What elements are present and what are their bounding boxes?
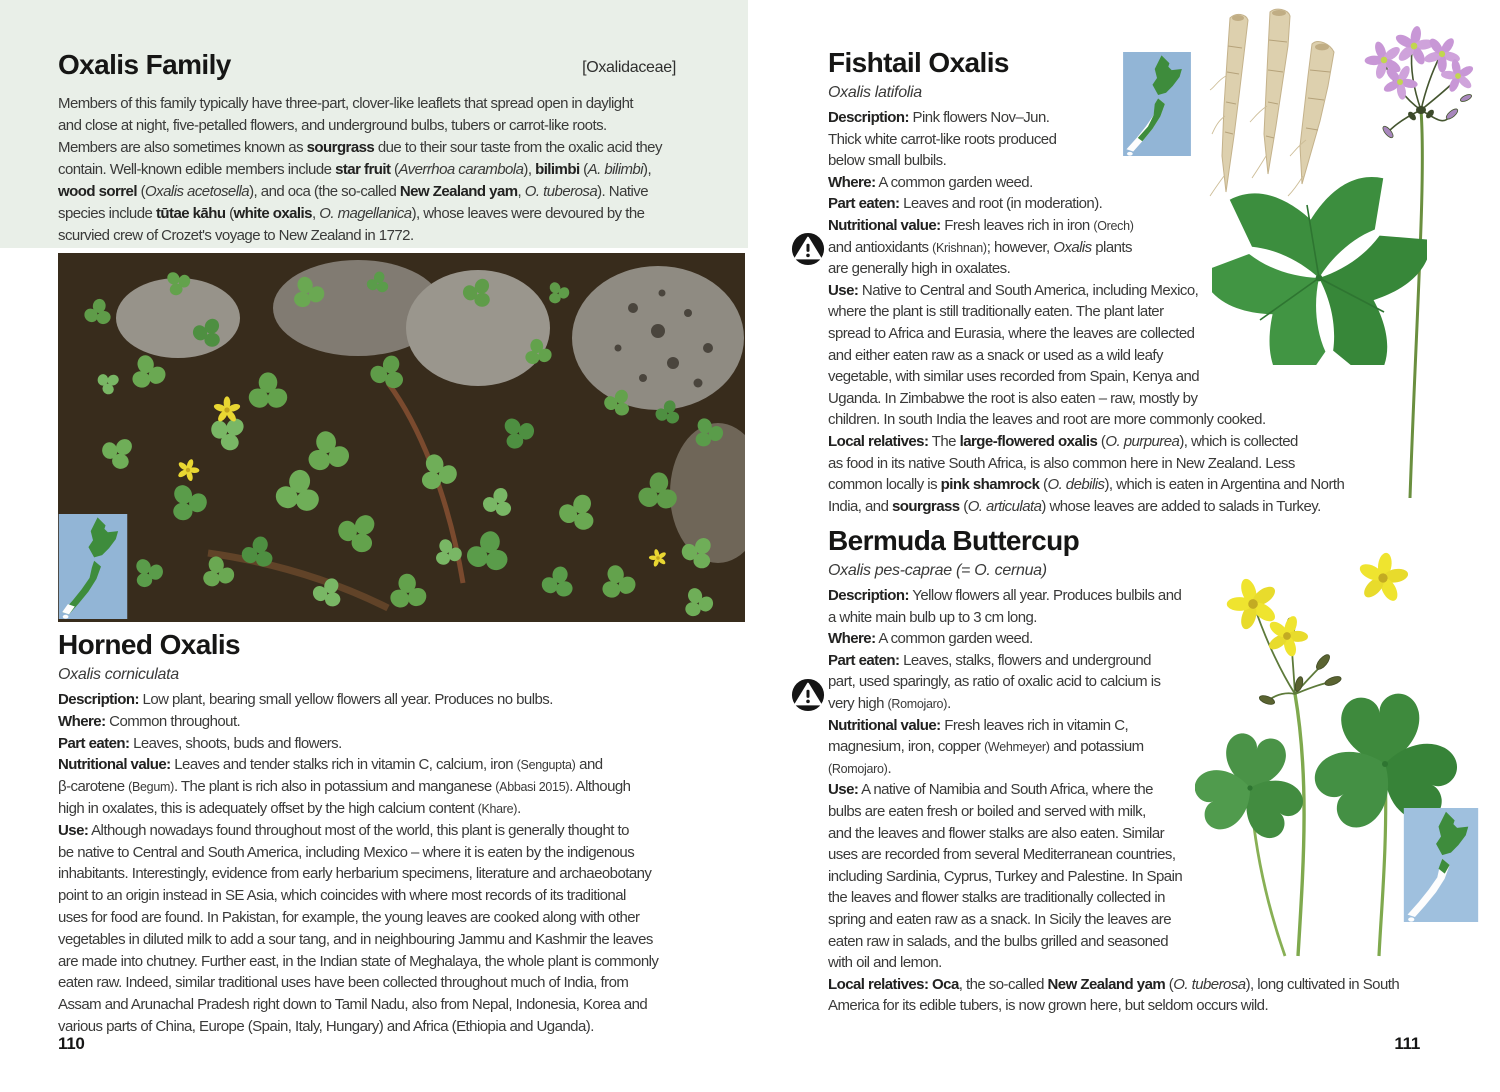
bermuda-title: Bermuda Buttercup xyxy=(828,525,1080,556)
bermuda-distribution-map xyxy=(1402,808,1480,922)
horned-latin-name: Oxalis corniculata xyxy=(58,666,179,683)
family-header xyxy=(58,50,676,80)
horned-oxalis-photo xyxy=(58,253,745,622)
page-number-left: 110 xyxy=(58,1034,85,1053)
horned-title: Horned Oxalis xyxy=(58,629,241,660)
family-intro-text: Members of this family typically have three-part, clover-like leaflets that spread open in daylight and close at night, five-petalled flowers, and underground bulbs, tubers or carrot-like roots. Members are also sometimes known as sourgrass due to their sour taste from the oxalic acid they contain. Well-known edible members include star fruit (Averrhoa carambola), bilimbi (A. bilimbi), wood sorrel (Oxalis acetosella), and oca (the so-called New Zealand yam, O. tuberosa). Native species include tūtae kāhu (white oxalis, O. magellanica), whose leaves were devoured by the scurvied crew of Crozet's voyage to New Zealand in 1772. xyxy=(58,95,662,244)
horned-body-text: Description: Low plant, bearing small yellow flowers all year. Produces no bulbs. Where: Common throughout. Part eaten: Leaves, shoots, buds and flowers. Nutritional value: Leaves and tender stalks rich in vitamin C, calcium, iron (Sengupta) and β-carotene (Begum). The plant is rich also in potassium and manganese (Abbasi 2015). Although high in oxalates, this is adequately offset by the high calcium content (Khare). Use: Although nowadays found throughout most of the world, this plant is generally thought to be native to Central and South America, including Mexico – where it is eaten by the indigenous inhabitants. Interestingly, evidence from early herbarium specimens, literature and archaeobotany point to an origin instead in SE Asia, which coincides with where most records of its traditional uses for food are found. In Pakistan, for example, the young leaves are cooked along with other vegetables in diluted milk to add a sour tang, and in neighbouring Jammu and Kashmir the leaves are made into chutney. Further east, in the Indian state of Meghalaya, the whole plant is commonly eaten raw. Indeed, similar traditional uses have been collected throughout much of India, from Assam and Arunachal Pradesh right down to Tamil Nadu, also from Nepal, Indonesia, Korea and various parts of China, Europe (Spain, Italy, Hungary) and Africa (Ethiopia and Uganda). xyxy=(58,691,659,1035)
warning-icon xyxy=(791,678,825,712)
fishtail-latin-name: Oxalis latifolia xyxy=(828,84,922,101)
warning-icon xyxy=(791,232,825,266)
family-taxon-label: [Oxalidaceae] xyxy=(582,59,676,76)
fishtail-leaf-illustration xyxy=(1212,160,1427,365)
fishtail-title: Fishtail Oxalis xyxy=(828,47,1009,78)
fishtail-distribution-map xyxy=(1122,52,1192,156)
horned-distribution-map xyxy=(58,514,128,619)
bermuda-body-text: Description: Yellow flowers all year. Produces bulbils and a white main bulb up to 3 cm long. Where: A common garden weed. Part eaten: Leaves, stalks, flowers and underground part, used sparingly, as ratio of oxalic acid to calcium is very high (Romojaro). Nutritional value: Fresh leaves rich in vitamin C, magnesium, iron, copper (Wehmeyer) and potassium (Romojaro). Use: A native of Namibia and South Africa, where the bulbs are eaten fresh or boiled and served with milk, and the leaves and flower stalks are also eaten. Similar uses are recorded from several Mediterranean countries, including Sardinia, Cyprus, Turkey and Palestine. In Spain the leaves and flower stalks are traditionally collected in spring and eaten raw as a snack. In Sicily the leaves are eaten raw in salads, and the bulbs grilled and seasoned with oil and lemon. Local relatives: Oca, the so-called New Zealand yam (O. tuberosa), long cultivated in South America for its edible tubers, is now grown here, but seldom occurs wild. xyxy=(828,587,1400,1015)
family-title: Oxalis Family xyxy=(58,49,231,80)
bermuda-latin-name: Oxalis pes-caprae (= O. cernua) xyxy=(828,562,1047,579)
page-number-right: 111 xyxy=(1394,1034,1420,1053)
fishtail-body-text: Description: Pink flowers Nov–Jun. Thick white carrot-like roots produced below small bulbils. Where: A common garden weed. Part eaten: Leaves and root (in moderation). Nutritional value: Fresh leaves rich in iron (Orech) and antioxidants (Krishnan); however, Oxalis plants are generally high in oxalates. Use: Native to Central and South America, including Mexico, where the plant is still traditionally eaten. The plant later spread to Africa and Eurasia, where the leaves are collected and either eaten raw as a snack or used as a wild leafy vegetable, with similar uses recorded from Spain, Kenya and Uganda. In Zimbabwe the root is also eaten – raw, mostly by children. In south India the leaves and root are more commonly cooked. Local relatives: The large-flowered oxalis (O. purpurea), which is collected as food in its native South Africa, is also common here in New Zealand. Less common locally is pink shamrock (O. debilis), which is eaten in Argentina and North India, and sourgrass (O. articulata) whose leaves are added to salads in Turkey. xyxy=(828,109,1345,515)
